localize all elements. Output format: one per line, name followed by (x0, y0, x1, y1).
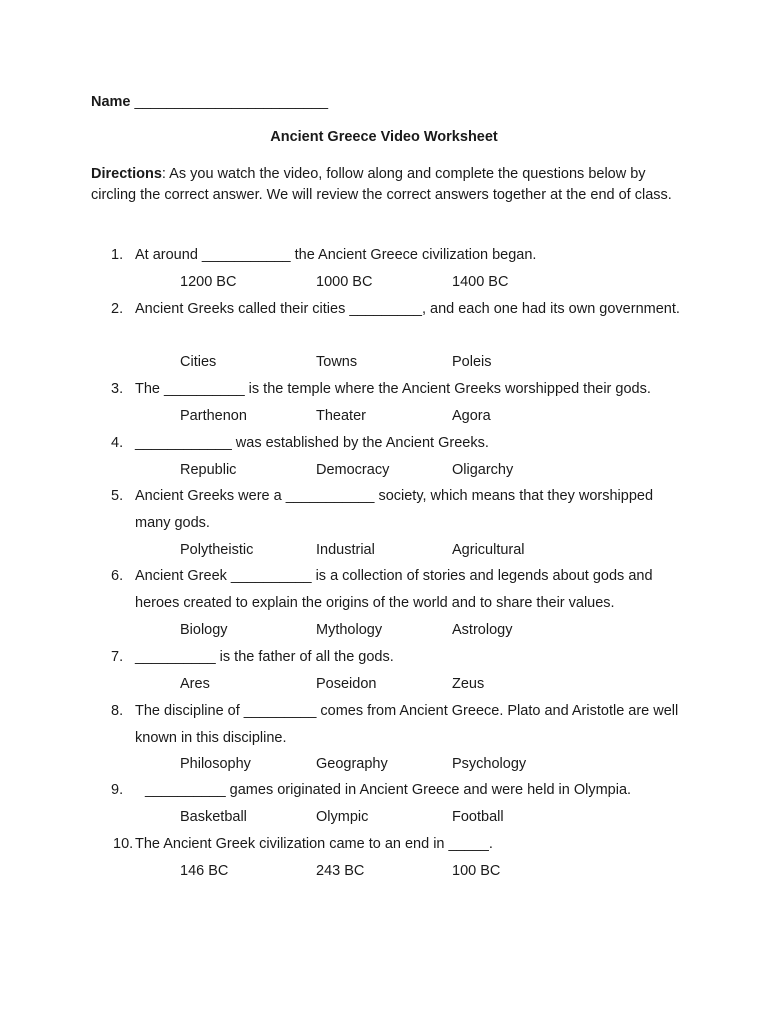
answer-choices (0, 403, 768, 430)
answer-choice[interactable]: Polytheistic (180, 542, 254, 558)
answer-choice[interactable]: Parthenon (180, 408, 247, 424)
answer-choices (0, 617, 768, 644)
question-number: 9. (111, 782, 124, 798)
answer-choice[interactable]: Astrology (452, 622, 513, 638)
answer-choice[interactable]: Theater (316, 408, 366, 424)
answer-choice[interactable]: 1400 BC (452, 274, 509, 290)
question-text: Ancient Greeks were a ___________ society, which means that they worshipped many gods. (135, 488, 654, 531)
answer-choices (0, 269, 768, 296)
question-number: 2. (111, 301, 124, 317)
answer-choice[interactable]: Poseidon (316, 676, 377, 692)
answer-choice[interactable]: Mythology (316, 622, 383, 638)
name-line (91, 94, 328, 110)
answer-choice[interactable]: 1200 BC (180, 274, 237, 290)
question-number: 8. (111, 703, 124, 719)
question-text: __________ games originated in Ancient Greece and were held in Olympia. (145, 782, 632, 798)
answer-choice[interactable]: Agora (452, 408, 491, 424)
question-text: ____________ was established by the Ancient Greeks. (135, 435, 489, 451)
answer-choice[interactable]: 1000 BC (316, 274, 373, 290)
answer-choices (0, 349, 768, 376)
answer-choice[interactable]: Psychology (452, 756, 527, 772)
question-number: 4. (111, 435, 124, 451)
name-label: Name (91, 94, 131, 110)
name-blank: ________________________ (134, 94, 329, 110)
answer-choice[interactable]: Poleis (452, 354, 492, 370)
answer-choice[interactable]: Cities (180, 354, 217, 370)
answer-choice[interactable]: Football (452, 809, 504, 825)
answer-choice[interactable]: 100 BC (452, 863, 501, 879)
worksheet-title: Ancient Greece Video Worksheet (270, 129, 498, 145)
answer-choice[interactable]: Geography (316, 756, 388, 772)
answer-choices (0, 537, 768, 564)
question-number: 6. (111, 568, 124, 584)
directions (91, 164, 681, 205)
answer-choice[interactable]: Olympic (316, 809, 369, 825)
question-text: The Ancient Greek civilization came to an end in _____. (135, 836, 493, 852)
question-number: 5. (111, 488, 124, 504)
answer-choice[interactable]: Biology (180, 622, 228, 638)
answer-choices (0, 751, 768, 778)
answer-choice[interactable]: Democracy (316, 462, 390, 478)
question-text: Ancient Greek __________ is a collection of stories and legends about gods and heroes created to explain the origins of the world and to share their values. (135, 568, 653, 611)
answer-choices (0, 804, 768, 831)
question-text: __________ is the father of all the gods. (135, 649, 394, 665)
answer-choice[interactable]: Republic (180, 462, 237, 478)
question-text: Ancient Greeks called their cities _________, and each one had its own government. (135, 301, 680, 317)
question-text: At around ___________ the Ancient Greece civilization began. (135, 247, 537, 263)
answer-choice[interactable]: 243 BC (316, 863, 365, 879)
answer-choices (0, 457, 768, 484)
answer-choice[interactable]: Zeus (452, 676, 485, 692)
question-number: 1. (111, 247, 124, 263)
answer-choice[interactable]: Ares (180, 676, 210, 692)
answer-choice[interactable]: Philosophy (180, 756, 251, 772)
directions-text: : As you watch the video, follow along and complete the questions below by circling the correct answer. We will review the correct answers together at the end of class. (91, 166, 672, 203)
answer-choices (0, 858, 768, 885)
directions-label: Directions (91, 166, 162, 182)
question-number: 7. (111, 649, 124, 665)
answer-choice[interactable]: Oligarchy (452, 462, 514, 478)
question-number: 3. (111, 381, 124, 397)
question-text: The __________ is the temple where the Ancient Greeks worshipped their gods. (135, 381, 651, 397)
answer-choice[interactable]: Industrial (316, 542, 375, 558)
question-text: The discipline of _________ comes from Ancient Greece. Plato and Aristotle are well known in this discipline. (135, 703, 679, 746)
answer-choices (0, 671, 768, 698)
answer-choice[interactable]: Agricultural (452, 542, 525, 558)
answer-choice[interactable]: Towns (316, 354, 358, 370)
answer-choice[interactable]: Basketball (180, 809, 247, 825)
answer-choice[interactable]: 146 BC (180, 863, 229, 879)
question-number: 10. (113, 836, 134, 852)
